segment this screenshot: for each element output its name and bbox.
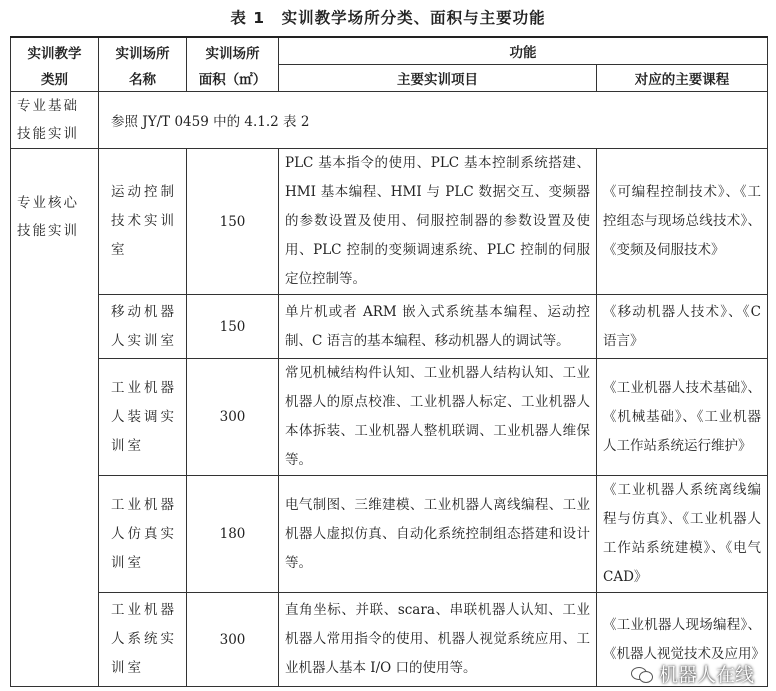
- basic-reference: 参照 JY/T 0459 中的 4.1.2 表 2: [99, 92, 768, 149]
- training-projects: PLC 基本指令的使用、PLC 基本控制系统搭建、HMI 基本编程、HMI 与 PLC 数据交互、变频器的参数设置及使用、伺服控制器的参数设置及使用、PLC 控制的变频调速系统、PLC 控制的伺服定位控制等。: [279, 149, 597, 295]
- header-category: [11, 37, 99, 92]
- room-name: 工业机器人系统实训室: [99, 593, 187, 687]
- header-area: [187, 37, 279, 92]
- header-function: 功能: [279, 37, 768, 65]
- table-row: [11, 476, 768, 593]
- header-area-line1: 实训场所: [205, 45, 260, 62]
- header-course: 对应的主要课程: [597, 65, 768, 92]
- room-name: 工业机器人装调实训室: [99, 359, 187, 476]
- header-room-line1: 实训场所: [115, 45, 170, 62]
- header-category-line2: 类别: [41, 71, 68, 88]
- room-area: 300: [187, 359, 279, 476]
- category-basic: 专业基础技能实训: [11, 92, 99, 149]
- related-courses: 《移动机器人技术》、《C 语言》: [597, 295, 768, 359]
- table-row: [11, 149, 768, 295]
- room-area: 180: [187, 476, 279, 593]
- room-name: 运动控制技术实训室: [99, 149, 187, 295]
- room-name: 工业机器人仿真实训室: [99, 476, 187, 593]
- watermark-text: 机器人在线: [658, 664, 754, 686]
- table-row-basic: [11, 92, 768, 149]
- table-row: [11, 295, 768, 359]
- training-projects: 直角坐标、并联、scara、串联机器人认知、工业机器人常用指令的使用、机器人视觉系统应用、工业机器人基本 I/O 口的使用等。: [279, 593, 597, 687]
- header-room: [99, 37, 187, 92]
- header-project: 主要实训项目: [279, 65, 597, 92]
- training-projects: 电气制图、三维建模、工业机器人离线编程、工业机器人虚拟仿真、自动化系统控制组态搭建和设计等。: [279, 476, 597, 593]
- room-name: 移动机器人实训室: [99, 295, 187, 359]
- wechat-icon: [631, 665, 653, 683]
- header-category-line1: 实训教学: [27, 45, 82, 62]
- training-projects: 常见机械结构件认知、工业机器人结构认知、工业机器人的原点校准、工业机器人标定、工业机器人本体拆装、工业机器人整机联调、工业机器人维保等。: [279, 359, 597, 476]
- watermark: [631, 660, 754, 687]
- table-row: [11, 359, 768, 476]
- table-caption: 表 1 实训教学场所分类、面积与主要功能: [230, 9, 546, 27]
- header-area-line2: 面积（㎡）: [198, 71, 267, 88]
- category-core: 专业核心技能实训: [11, 149, 99, 687]
- room-area: 300: [187, 593, 279, 687]
- training-projects: 单片机或者 ARM 嵌入式系统基本编程、运动控制、C 语言的基本编程、移动机器人的调试等。: [279, 295, 597, 359]
- related-courses: 《工业机器人技术基础》、《机械基础》、《工业机器人工作站系统运行维护》: [597, 359, 768, 476]
- training-venue-table: [10, 36, 768, 687]
- header-room-line2: 名称: [129, 71, 156, 88]
- related-courses: 《可编程控制技术》、《工控组态与现场总线技术》、《变频及伺服技术》: [597, 149, 768, 295]
- related-courses: 《工业机器人系统离线编程与仿真》、《工业机器人工作站系统建模》、《电气 CAD》: [597, 476, 768, 593]
- related-courses: 《工业机器人现场编程》、《机器人视觉技术及应用》: [597, 593, 768, 687]
- room-area: 150: [187, 149, 279, 295]
- room-area: 150: [187, 295, 279, 359]
